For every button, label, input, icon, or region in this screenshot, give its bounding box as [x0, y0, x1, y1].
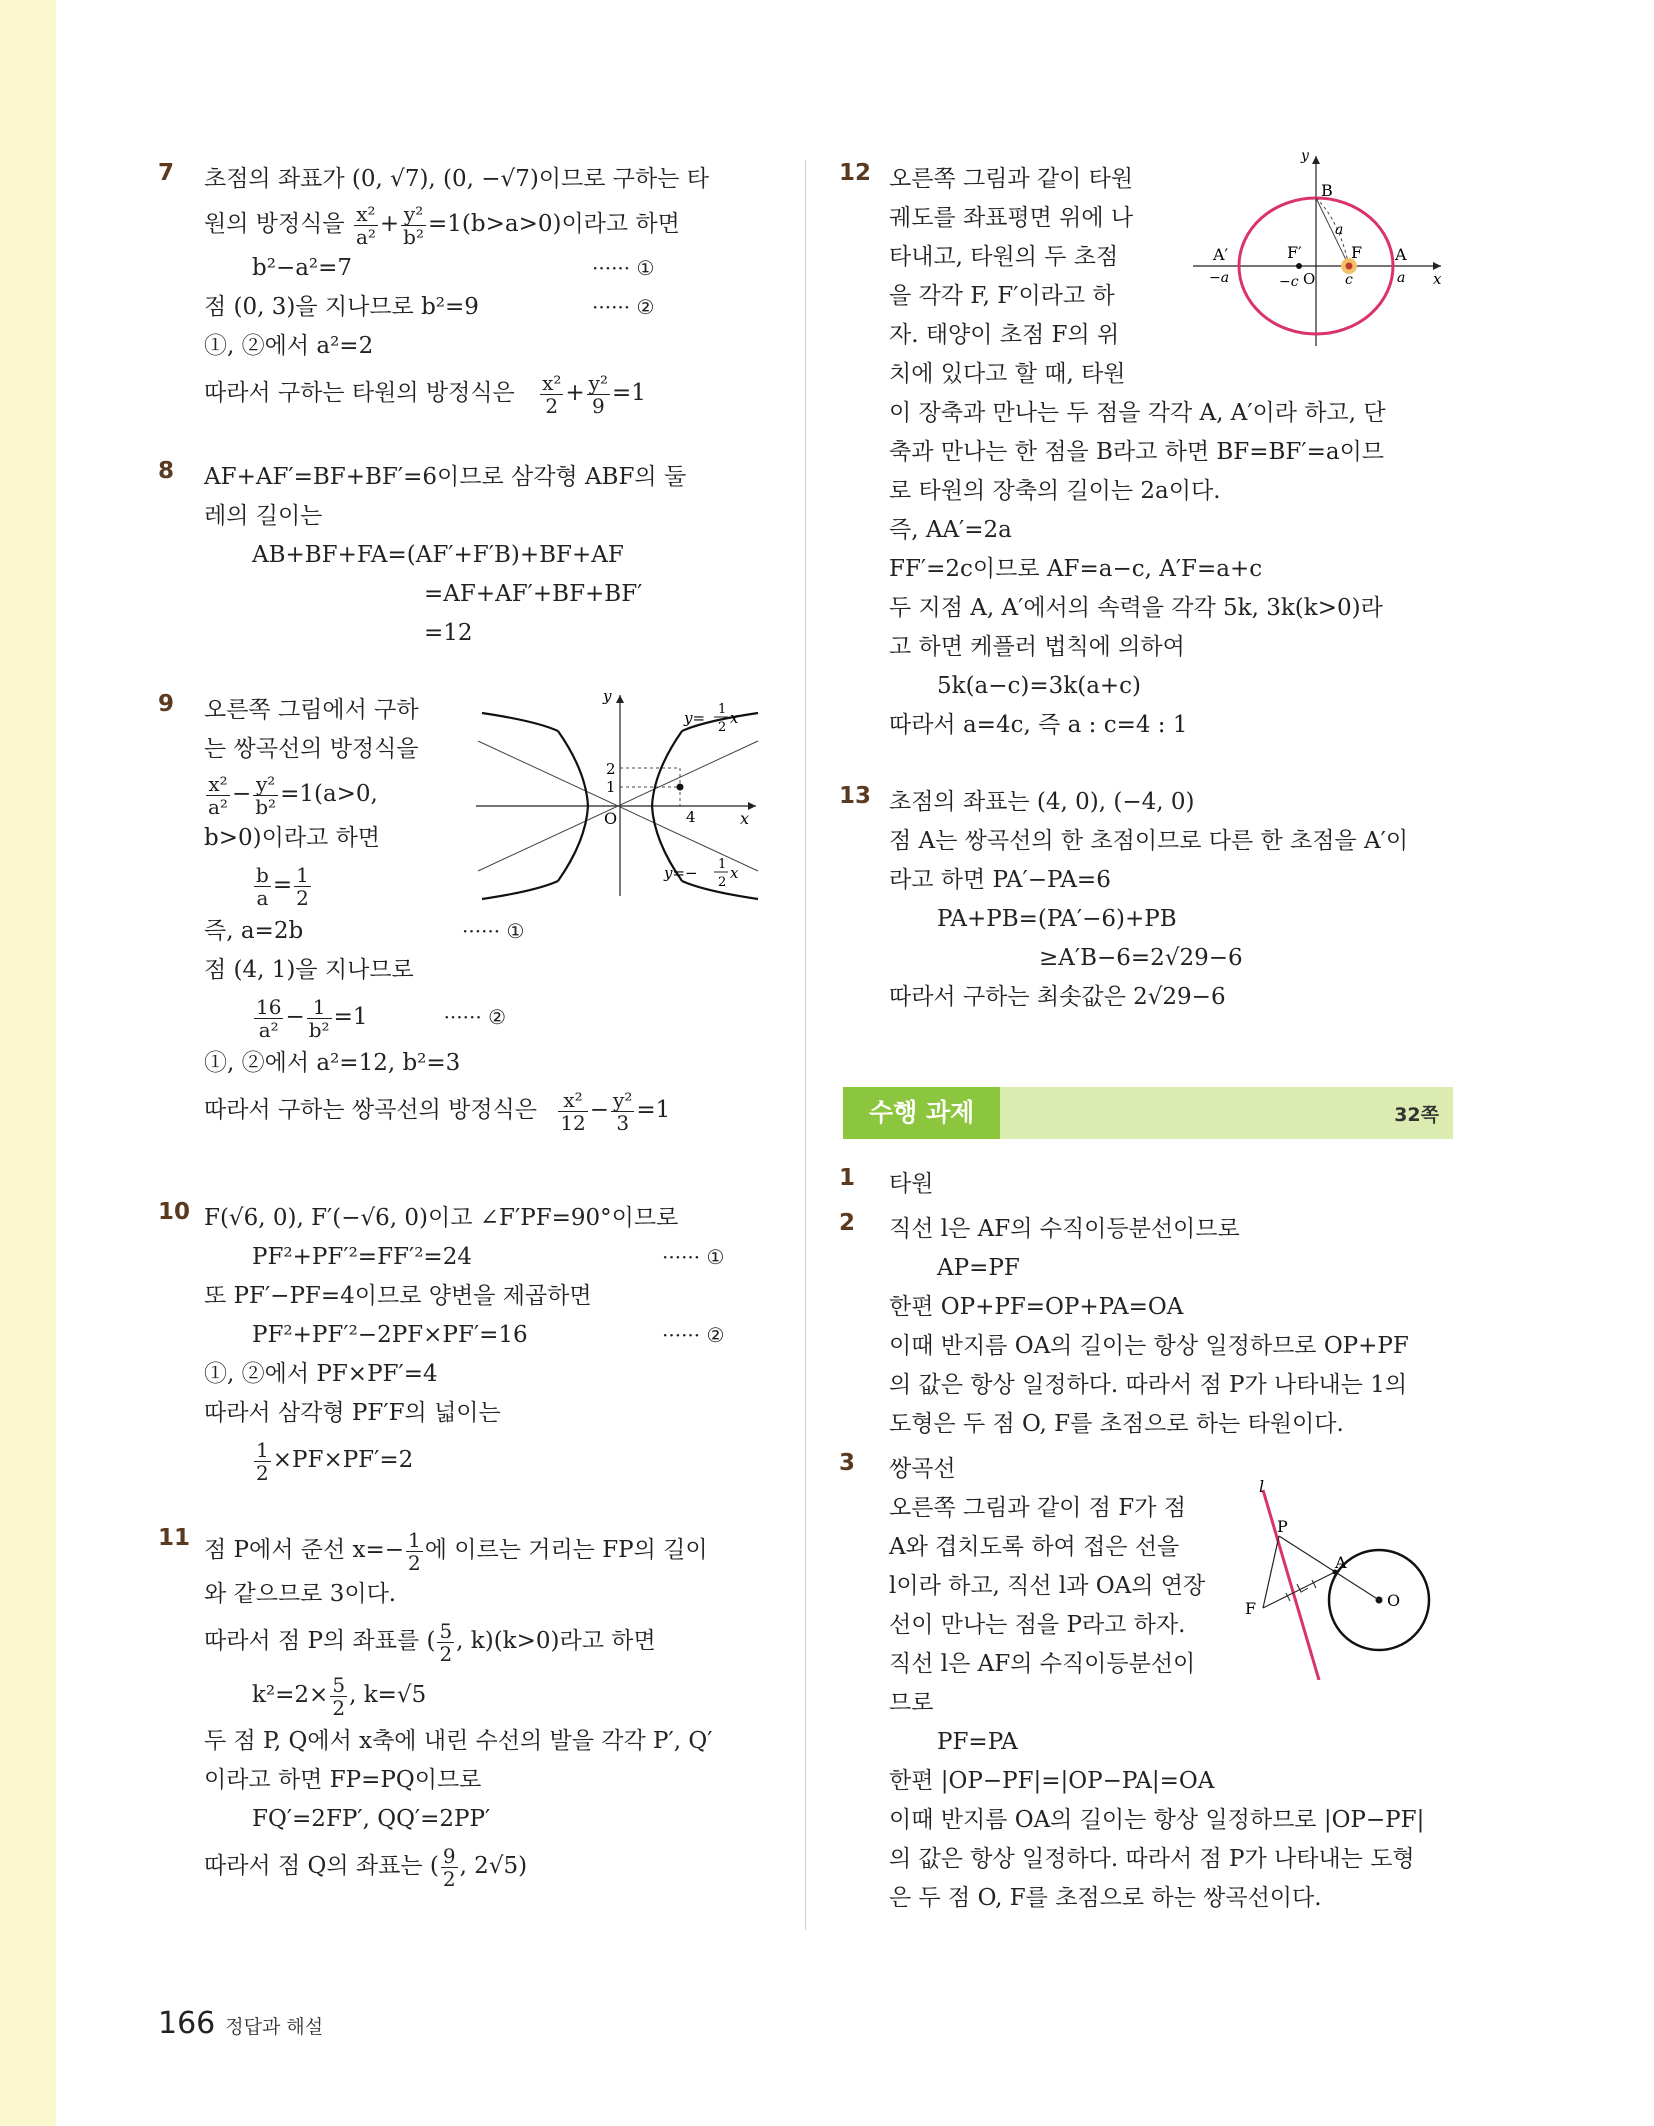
text-line: 이 장축과 만나는 두 점을 각각 A, A′이라 하고, 단	[889, 400, 1386, 426]
text-line	[204, 288, 758, 327]
fraction	[253, 773, 278, 818]
operator: +	[565, 380, 585, 406]
text: 따라서 점 Q의 좌표는 (	[204, 1853, 439, 1879]
text: =1	[612, 380, 646, 406]
text: 에 이르는 거리는 FP의 길이	[424, 1537, 708, 1563]
text-line: AB+BF+FA=(AF′+F′B)+BF+AF	[252, 542, 624, 568]
denominator: a²	[258, 1017, 279, 1042]
text-line: ①, ②에서 a²=2	[204, 333, 374, 359]
point-label-a: A	[1395, 245, 1407, 264]
numerator: x²	[558, 1089, 587, 1112]
text-line: AF+AF′=BF+BF′=6이므로 삼각형 ABF의 둘	[204, 464, 687, 490]
text: 점 P에서 준선 x=−	[204, 1537, 405, 1563]
line-label-l: l	[1259, 1480, 1265, 1496]
problem-12	[839, 150, 1453, 745]
text: 즉, a=2b	[204, 918, 304, 944]
denominator: 2	[296, 885, 309, 910]
fraction	[611, 1089, 634, 1134]
text-line: b>0)이라고 하면	[204, 825, 381, 851]
page-reference: 32쪽	[1394, 1103, 1439, 1126]
axis-label-y: y	[603, 691, 612, 705]
point-label-b: B	[1321, 181, 1333, 200]
left-column	[158, 160, 758, 1931]
problem-number: 2	[839, 1210, 856, 1236]
denominator: a	[256, 885, 269, 910]
fraction	[206, 773, 230, 818]
segment-label-a: a	[1335, 222, 1344, 238]
text: =1	[636, 1097, 671, 1123]
denominator: 2	[442, 1866, 456, 1891]
denominator: b²	[308, 1017, 330, 1042]
numerator: 1	[256, 1437, 269, 1462]
fraction	[406, 1529, 423, 1574]
task-3	[839, 1450, 1453, 1918]
denominator: 2	[439, 1641, 453, 1666]
problem-number: 13	[839, 783, 872, 809]
text-line: 로 타원의 장축의 길이는 2a이다.	[889, 478, 1221, 504]
denominator: 2	[256, 1460, 269, 1485]
asymptote-frac-num: 1	[718, 857, 727, 872]
text-line: 선이 만나는 점을 P라고 하자.	[889, 1612, 1186, 1638]
page-footer	[158, 2006, 323, 2041]
folding-hyperbola-figure	[1243, 1480, 1443, 1680]
text-line: 초점의 좌표가 (0, √7), (0, −√7)이므로 구하는 타	[204, 166, 709, 192]
text-line: 직선 l은 AF의 수직이등분선이므로	[889, 1216, 1240, 1242]
text-line: 궤도를 좌표평면 위에 나	[889, 205, 1134, 231]
task-2	[839, 1210, 1453, 1444]
tick-label: −c	[1279, 274, 1299, 290]
text-line: FF′=2c이므로 AF=a−c, A′F=a+c	[889, 556, 1263, 582]
hyperbola-figure	[468, 691, 760, 901]
text-line: 따라서 구하는 최솟값은 2√29−6	[889, 984, 1226, 1010]
tag: ······ ①	[662, 1245, 725, 1269]
text-line: 따라서 a=4c, 즉 a : c=4 : 1	[889, 712, 1188, 738]
text-line: PF=PA	[937, 1729, 1018, 1755]
text-line	[204, 990, 758, 1044]
numerator: 16	[256, 994, 282, 1019]
text-line: 자. 태양이 초점 F의 위	[889, 322, 1120, 348]
performance-task-header	[843, 1087, 1453, 1139]
point-label-a: A	[1335, 1553, 1347, 1572]
text-line	[204, 1083, 758, 1137]
text-line: 초점의 좌표는 (4, 0), (−4, 0)	[889, 789, 1195, 815]
fraction	[540, 372, 563, 417]
asymptote-frac-den: 2	[718, 875, 727, 890]
tick-label: 4	[686, 808, 696, 826]
numerator: 1	[408, 1527, 421, 1552]
asymptote-label: y=	[684, 709, 706, 727]
problem-number: 12	[839, 160, 872, 186]
origin-label: O	[604, 809, 618, 828]
tag: ······ ①	[462, 919, 525, 943]
text-line: 라고 하면 PA′−PA=6	[889, 867, 1111, 893]
point-label-f: F	[1351, 243, 1363, 262]
text-line: 두 지점 A, A′에서의 속력을 각각 5k, 3k(k>0)라	[889, 595, 1383, 621]
text-line: ①, ②에서 PF×PF′=4	[204, 1361, 438, 1387]
problem-13	[839, 783, 1453, 1017]
axis-label-x: x	[740, 809, 750, 828]
fraction	[441, 1845, 458, 1890]
problem-11	[158, 1525, 758, 1893]
equation: PF²+PF′²=FF′²=24	[252, 1244, 472, 1270]
fraction	[294, 864, 311, 909]
text-line: 타내고, 타원의 두 초점	[889, 244, 1119, 270]
point-label-f-prime: F′	[1287, 243, 1302, 262]
numerator: y²	[588, 370, 608, 395]
text: 따라서 구하는 쌍곡선의 방정식은	[204, 1097, 537, 1123]
tick-label: 1	[606, 778, 616, 796]
text-line	[204, 1839, 758, 1893]
text-line: 레의 길이는	[204, 503, 323, 529]
text-line	[204, 1614, 758, 1668]
text-line: =AF+AF′+BF+BF′	[424, 581, 643, 607]
text-line: 므로	[889, 1690, 934, 1716]
problem-8	[158, 458, 758, 653]
numerator: y²	[613, 1087, 633, 1112]
text-line: 한편 OP+PF=OP+PA=OA	[889, 1294, 1184, 1320]
numerator: 5	[332, 1672, 346, 1697]
problem-number: 11	[158, 1525, 191, 1551]
numerator: b	[256, 862, 269, 887]
origin-label: O	[1303, 270, 1316, 288]
text-line: 을 각각 F, F′이라고 하	[889, 283, 1115, 309]
tag: ······ ②	[662, 1323, 725, 1347]
text-line: FQ′=2FP′, QQ′=2PP′	[252, 1806, 491, 1832]
text-line: 이때 반지름 OA의 길이는 항상 일정하므로 OP+PF	[889, 1333, 1409, 1359]
text: , k)(k>0)라고 하면	[456, 1628, 656, 1654]
text-line	[204, 1668, 758, 1722]
text: 따라서 점 P의 좌표를 (	[204, 1628, 436, 1654]
numerator: 9	[442, 1843, 456, 1868]
text-line: 도형은 두 점 O, F를 초점으로 하는 타원이다.	[889, 1411, 1344, 1437]
asymptote-x: x	[730, 709, 739, 727]
fraction	[254, 864, 271, 909]
denominator: a²	[355, 224, 376, 249]
problem-number: 8	[158, 458, 175, 484]
point-label-a-prime: A′	[1213, 245, 1229, 264]
operator: −	[285, 1004, 305, 1030]
text-line: 직선 l은 AF의 수직이등분선이	[889, 1651, 1196, 1677]
text-line: 은 두 점 O, F를 초점으로 하는 쌍곡선이다.	[889, 1885, 1322, 1911]
text: , k=√5	[349, 1682, 427, 1708]
text-line: 점 (4, 1)을 지나므로	[204, 957, 414, 983]
denominator: 12	[560, 1110, 586, 1135]
text-line: l이라 하고, 직선 l과 OA의 연장	[889, 1573, 1206, 1599]
text-line: 이라고 하면 FP=PQ이므로	[204, 1767, 482, 1793]
text-line: ≥A′B−6=2√29−6	[1039, 945, 1243, 971]
text-line: 타원	[889, 1171, 934, 1197]
task-1	[839, 1165, 1453, 1204]
text-line: 오른쪽 그림에서 구하	[204, 697, 419, 723]
text-line	[204, 366, 758, 420]
text-line: F(√6, 0), F′(−√6, 0)이고 ∠F′PF=90°이므로	[204, 1205, 679, 1231]
section-title: 수행 과제	[843, 1087, 1000, 1139]
page-number: 166	[158, 2006, 216, 2041]
text-line: 즉, AA′=2a	[889, 517, 1012, 543]
text-line	[204, 1316, 758, 1355]
text-line: 따라서 삼각형 PF′F의 넓이는	[204, 1400, 501, 1426]
text-line: PA+PB=(PA′−6)+PB	[937, 906, 1177, 932]
denominator: 2	[408, 1550, 421, 1575]
numerator: 5	[439, 1618, 453, 1643]
numerator: y²	[401, 203, 426, 226]
text-line: 오른쪽 그림과 같이 점 F가 점	[889, 1495, 1186, 1521]
denominator: b²	[255, 794, 277, 819]
axis-label-y: y	[1301, 150, 1309, 164]
text: 따라서 구하는 타원의 방정식은	[204, 380, 515, 406]
text-line	[204, 1525, 758, 1575]
text-line	[204, 1433, 758, 1487]
fraction	[254, 996, 283, 1041]
text-line: 의 값은 항상 일정하다. 따라서 점 P가 나타내는 도형	[889, 1846, 1415, 1872]
fraction	[254, 1439, 271, 1484]
text-line: 와 같으므로 3이다.	[204, 1581, 397, 1607]
text: =1(b>a>0)이라고 하면	[428, 211, 680, 237]
problem-number: 1	[839, 1165, 856, 1191]
tick-label: c	[1345, 272, 1353, 288]
numerator: 1	[296, 862, 309, 887]
denominator: 2	[332, 1695, 346, 1720]
margin-band	[0, 0, 56, 2126]
point-label-o: O	[1387, 1591, 1401, 1610]
text-line: AP=PF	[937, 1255, 1020, 1281]
asymptote-label: y=−	[664, 864, 698, 882]
denominator: 2	[545, 393, 559, 418]
right-column	[839, 150, 1453, 1956]
text: 점 (0, 3)을 지나므로 b²=9	[204, 294, 479, 320]
numerator: x²	[542, 370, 562, 395]
fraction	[330, 1674, 347, 1719]
problem-9	[158, 691, 758, 1161]
problem-number: 10	[158, 1199, 191, 1225]
text-line: 축과 만나는 한 점을 B라고 하면 BF=BF′=a이므	[889, 439, 1385, 465]
numerator: x²	[354, 203, 378, 226]
fraction	[437, 1620, 454, 1665]
ellipse-orbit-figure	[1189, 150, 1449, 350]
text-line: 두 점 P, Q에서 x축에 내린 수선의 발을 각각 P′, Q′	[204, 1728, 713, 1754]
problem-10	[158, 1199, 758, 1487]
text-line: 오른쪽 그림과 같이 타원	[889, 166, 1134, 192]
denominator: 3	[616, 1110, 630, 1135]
asymptote-frac-den: 2	[718, 720, 727, 735]
problem-number: 3	[839, 1450, 856, 1476]
fraction	[558, 1089, 587, 1134]
tick-label: a	[1397, 270, 1406, 286]
text-line: 이때 반지름 OA의 길이는 항상 일정하므로 |OP−PF|	[889, 1807, 1425, 1833]
text: , 2√5)	[459, 1853, 528, 1879]
denominator: b²	[403, 224, 424, 249]
tick-label: −a	[1209, 270, 1230, 286]
equation: b²−a²=7	[252, 255, 353, 281]
axis-label-x: x	[1433, 270, 1442, 288]
text: ×PF×PF′=2	[272, 1447, 414, 1473]
denominator: 9	[591, 393, 605, 418]
fraction	[307, 996, 332, 1041]
point-label-f: F	[1245, 1599, 1257, 1618]
text-line: 점 A는 쌍곡선의 한 초점이므로 다른 한 초점을 A′이	[889, 828, 1409, 854]
text-line: 고 하면 케플러 법칙에 의하여	[889, 634, 1185, 660]
asymptote-x: x	[730, 864, 739, 882]
tag: ······ ②	[592, 295, 655, 319]
point-label-p: P	[1277, 1517, 1288, 1536]
text-line	[204, 249, 758, 288]
operator: −	[589, 1097, 610, 1123]
numerator: 1	[307, 996, 332, 1019]
operator: =	[272, 872, 293, 898]
denominator: a²	[208, 794, 228, 819]
text: k²=2×	[252, 1682, 329, 1708]
tick-label: 2	[606, 760, 616, 778]
text-line: 치에 있다고 할 때, 타원	[889, 361, 1126, 387]
problem-7	[158, 160, 758, 420]
column-divider	[805, 160, 806, 1930]
tag: ······ ②	[443, 1005, 506, 1029]
problem-number: 7	[158, 160, 175, 186]
footer-label: 정답과 해설	[225, 2016, 324, 2038]
text-line	[204, 912, 758, 951]
text: 원의 방정식을	[204, 211, 345, 237]
numerator: x²	[206, 773, 230, 796]
tag: ······ ①	[592, 256, 655, 280]
text: =1	[333, 1004, 368, 1030]
text-line: 한편 |OP−PF|=|OP−PA|=OA	[889, 1768, 1215, 1794]
text-line: 는 쌍곡선의 방정식을	[204, 736, 419, 762]
problem-number: 9	[158, 691, 175, 717]
equation: PF²+PF′²−2PF×PF′=16	[252, 1322, 528, 1348]
text-line: 쌍곡선	[889, 1456, 956, 1482]
operator: +	[379, 211, 400, 237]
text: =1(a>0,	[280, 781, 378, 807]
fraction	[401, 203, 426, 248]
text-line: A와 겹치도록 하여 접은 선을	[889, 1534, 1180, 1560]
text-line	[204, 199, 758, 249]
text-line	[204, 1238, 758, 1277]
fraction	[587, 372, 610, 417]
text-line: 5k(a−c)=3k(a+c)	[937, 673, 1142, 699]
numerator: y²	[253, 773, 278, 796]
asymptote-frac-num: 1	[718, 702, 727, 717]
operator: −	[231, 781, 252, 807]
fraction	[354, 203, 378, 248]
text-line: 또 PF′−PF=4이므로 양변을 제곱하면	[204, 1283, 592, 1309]
text-line: =12	[424, 620, 473, 646]
text-line: ①, ②에서 a²=12, b²=3	[204, 1050, 461, 1076]
text-line: 의 값은 항상 일정하다. 따라서 점 P가 나타내는 1의	[889, 1372, 1408, 1398]
